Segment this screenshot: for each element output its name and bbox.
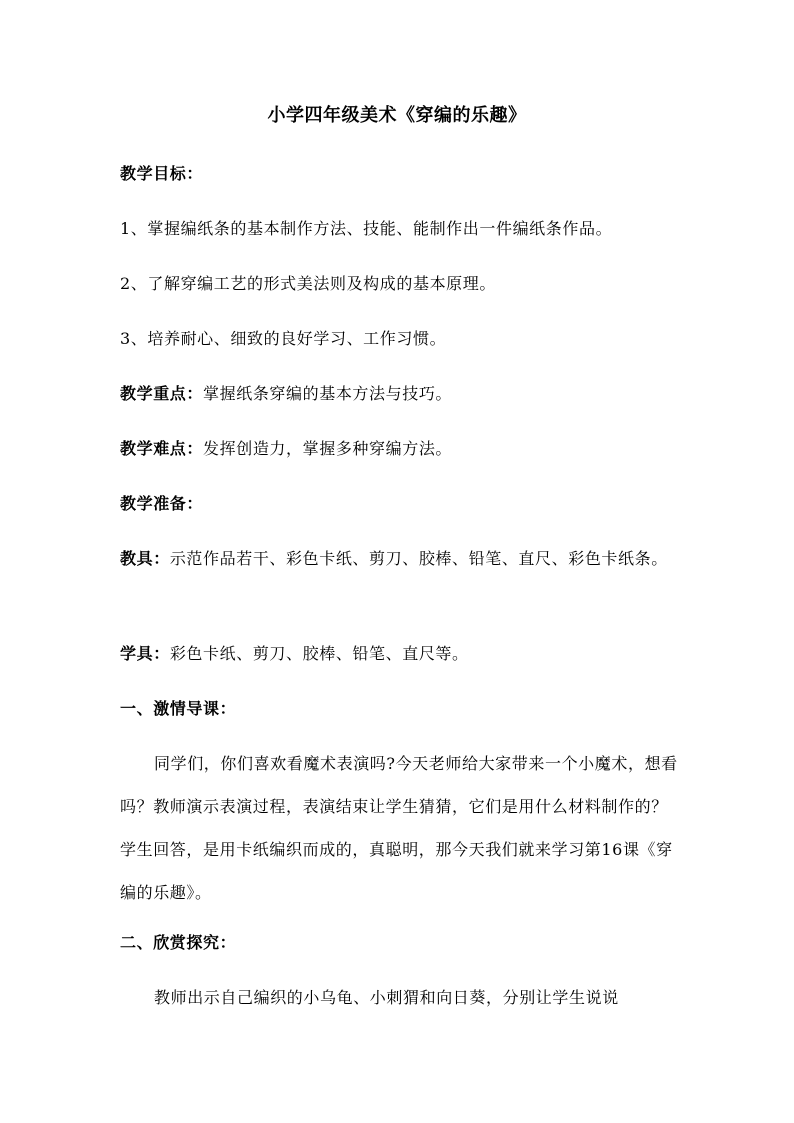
section2-paragraph: 教师出示自己编织的小乌龟、小刺猬和向日葵，分别让学生说说 bbox=[154, 988, 619, 1007]
prep-heading: 教学准备： bbox=[120, 494, 204, 513]
student-tools-text: 彩色卡纸、剪刀、胶棒、铅笔、直尺等。 bbox=[169, 644, 469, 663]
teacher-tools bbox=[120, 537, 680, 580]
difficulty-label: 教学难点： bbox=[120, 439, 204, 458]
section1-heading: 一、激情导课： bbox=[120, 699, 237, 718]
difficulty bbox=[120, 433, 680, 465]
key-point bbox=[120, 378, 680, 410]
teacher-tools-label: 教具： bbox=[120, 549, 170, 568]
goal-item-2: 2、了解穿编工艺的形式美法则及构成的基本原理。 bbox=[120, 274, 496, 293]
goal-item-3: 3、培养耐心、细致的良好学习、工作习惯。 bbox=[120, 329, 447, 348]
section2-heading: 二、欣赏探究： bbox=[120, 933, 237, 952]
goal-item-1: 1、掌握编纸条的基本制作方法、技能、能制作出一件编纸条作品。 bbox=[120, 219, 613, 238]
difficulty-text: 发挥创造力，掌握多种穿编方法。 bbox=[203, 439, 453, 458]
key-point-label: 教学重点： bbox=[120, 384, 204, 403]
student-tools bbox=[120, 638, 680, 670]
key-point-text: 掌握纸条穿编的基本方法与技巧。 bbox=[203, 384, 453, 403]
student-tools-label: 学具： bbox=[120, 644, 170, 663]
section1-paragraph: 同学们，你们喜欢看魔术表演吗?今天老师给大家带来一个小魔术，想看吗？教师演示表演过程，表演结束让学生猜猜，它们是用什么材料制作的？学生回答，是用卡纸编织而成的，真聪明，那今天我们就来学习第16课《穿编的乐趣》。 bbox=[120, 754, 678, 902]
goals-heading: 教学目标： bbox=[120, 164, 204, 183]
document-title: 小学四年级美术《穿编的乐趣》 bbox=[267, 105, 527, 126]
teacher-tools-text: 示范作品若干、彩色卡纸、剪刀、胶棒、铅笔、直尺、彩色卡纸条。 bbox=[169, 549, 668, 568]
